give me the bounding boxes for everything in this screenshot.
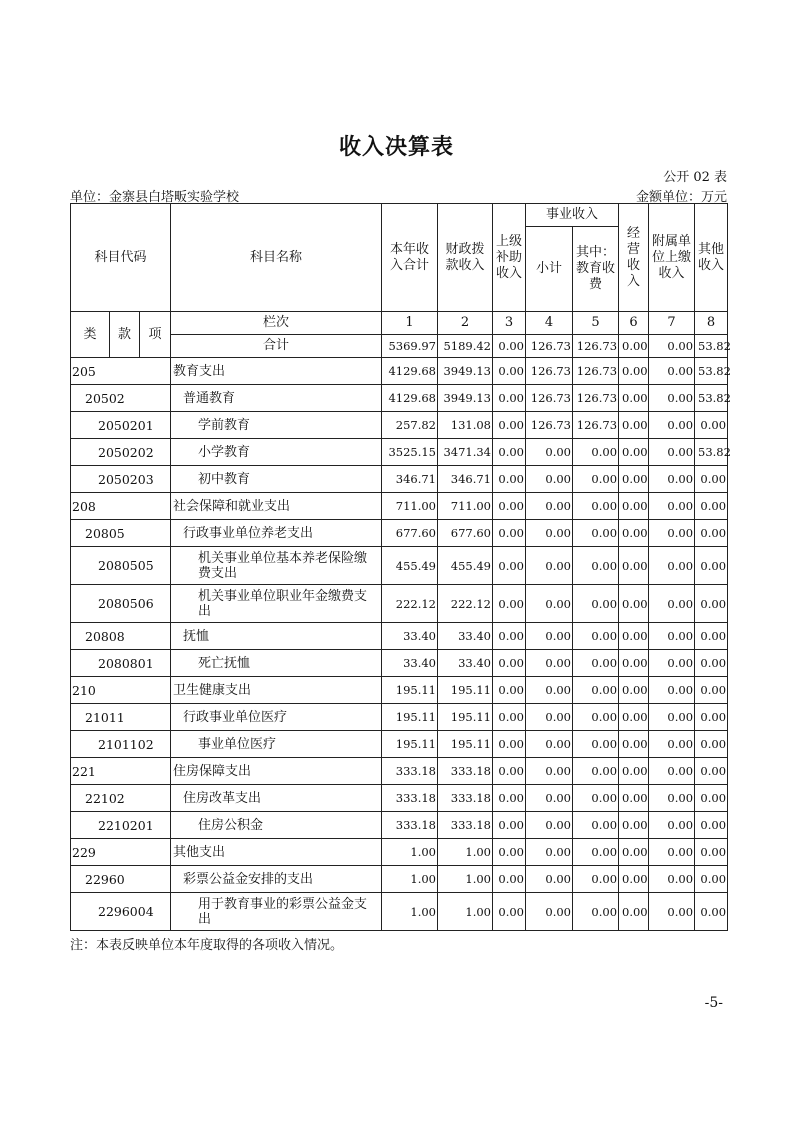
amount-cell: 0.00 (619, 493, 649, 520)
amount-cell: 0.00 (526, 758, 573, 785)
amount-cell: 0.00 (649, 385, 695, 412)
amount-cell: 53.82 (695, 358, 728, 385)
amount-cell: 4129.68 (382, 358, 438, 385)
amount-cell: 0.00 (619, 623, 649, 650)
amount-cell: 0.00 (493, 839, 526, 866)
subject-name-cell: 死亡抚恤 (171, 650, 382, 677)
amount-cell: 3525.15 (382, 439, 438, 466)
amount-cell: 0.00 (619, 731, 649, 758)
superior-subsidy-header: 上级补助收入 (493, 204, 526, 312)
amount-cell: 0.00 (526, 731, 573, 758)
column-number: 1 (382, 312, 438, 335)
page-title: 收入决算表 (338, 134, 454, 160)
other-income-header: 其他收入 (695, 204, 728, 312)
amount-cell: 0.00 (573, 439, 619, 466)
amount-cell: 0.00 (619, 758, 649, 785)
amount-cell: 333.18 (382, 812, 438, 839)
subject-name-cell: 卫生健康支出 (171, 677, 382, 704)
money-unit: 金额单位：万元 (635, 190, 727, 205)
table-row (71, 585, 728, 623)
kuan-header: 款 (110, 312, 140, 358)
education-fee-header: 其中：教育收费 (573, 227, 619, 312)
affiliated-income-header: 附属单位上缴收入 (649, 204, 695, 312)
column-number: 2 (438, 312, 493, 335)
amount-cell: 0.00 (695, 412, 728, 439)
amount-cell: 33.40 (382, 650, 438, 677)
page-number: -5- (704, 995, 723, 1011)
amount-cell: 677.60 (438, 520, 493, 547)
amount-cell: 1.00 (438, 866, 493, 893)
table-row (71, 731, 728, 758)
amount-cell: 0.00 (573, 493, 619, 520)
amount-cell: 0.00 (649, 623, 695, 650)
amount-cell: 0.00 (526, 493, 573, 520)
table-row (71, 520, 728, 547)
amount-cell: 711.00 (382, 493, 438, 520)
subject-code-cell: 20502 (71, 385, 171, 412)
amount-cell: 346.71 (382, 466, 438, 493)
amount-cell: 0.00 (493, 385, 526, 412)
table-row (71, 493, 728, 520)
amount-cell: 455.49 (438, 547, 493, 585)
amount-cell: 711.00 (438, 493, 493, 520)
amount-cell: 0.00 (649, 704, 695, 731)
amount-cell: 0.00 (695, 650, 728, 677)
amount-cell: 0.00 (695, 493, 728, 520)
table-row (71, 358, 728, 385)
amount-cell: 0.00 (493, 520, 526, 547)
amount-cell: 33.40 (438, 623, 493, 650)
total-label: 合计 (171, 335, 382, 358)
amount-cell: 0.00 (619, 466, 649, 493)
amount-cell: 0.00 (493, 650, 526, 677)
column-number: 7 (649, 312, 695, 335)
amount-cell: 0.00 (493, 704, 526, 731)
table-row (71, 650, 728, 677)
table-row (71, 466, 728, 493)
amount-cell: 1.00 (438, 893, 493, 931)
subject-code-cell: 2080801 (71, 650, 171, 677)
amount-cell: 195.11 (382, 731, 438, 758)
total-cell: 0.00 (493, 335, 526, 358)
amount-cell: 0.00 (619, 385, 649, 412)
subject-code-cell: 2296004 (71, 893, 171, 931)
amount-cell: 0.00 (619, 893, 649, 931)
amount-cell: 0.00 (695, 812, 728, 839)
amount-cell: 0.00 (493, 785, 526, 812)
subject-code-cell: 2050202 (71, 439, 171, 466)
table-row (71, 758, 728, 785)
amount-cell: 0.00 (573, 812, 619, 839)
fiscal-income-header: 财政拨款收入 (438, 204, 493, 312)
amount-cell: 1.00 (382, 839, 438, 866)
column-number: 4 (526, 312, 573, 335)
amount-cell: 0.00 (526, 585, 573, 623)
amount-cell: 4129.68 (382, 385, 438, 412)
amount-cell: 0.00 (619, 650, 649, 677)
amount-cell: 0.00 (649, 758, 695, 785)
operating-income-header: 经营收入 (619, 204, 649, 312)
table-body (71, 358, 731, 931)
amount-cell: 0.00 (526, 866, 573, 893)
amount-cell: 333.18 (438, 758, 493, 785)
table-row (71, 677, 728, 704)
amount-cell: 677.60 (382, 520, 438, 547)
subject-name-cell: 其他支出 (171, 839, 382, 866)
amount-cell: 0.00 (493, 466, 526, 493)
amount-cell: 0.00 (493, 893, 526, 931)
amount-cell: 0.00 (649, 493, 695, 520)
subject-code-cell: 2080505 (71, 547, 171, 585)
subject-code-cell: 2101102 (71, 731, 171, 758)
amount-cell: 0.00 (619, 358, 649, 385)
subject-name-cell: 机关事业单位职业年金缴费支出 (171, 585, 382, 623)
amount-cell: 0.00 (526, 547, 573, 585)
amount-cell: 0.00 (619, 839, 649, 866)
table-row (71, 547, 728, 585)
amount-cell: 0.00 (695, 547, 728, 585)
amount-cell: 0.00 (649, 466, 695, 493)
amount-cell: 333.18 (382, 758, 438, 785)
amount-cell: 0.00 (649, 812, 695, 839)
amount-cell: 3949.13 (438, 358, 493, 385)
amount-cell: 0.00 (493, 758, 526, 785)
amount-cell: 0.00 (493, 866, 526, 893)
footnote: 注：本表反映单位本年度取得的各项收入情况。 (70, 938, 344, 953)
subject-name-header: 科目名称 (171, 204, 382, 312)
amount-cell: 126.73 (573, 358, 619, 385)
amount-cell: 0.00 (619, 866, 649, 893)
amount-cell: 0.00 (695, 677, 728, 704)
subject-code-cell: 210 (71, 677, 171, 704)
amount-cell: 0.00 (619, 547, 649, 585)
subject-name-cell: 初中教育 (171, 466, 382, 493)
amount-cell: 0.00 (619, 520, 649, 547)
amount-cell: 0.00 (619, 412, 649, 439)
subject-name-cell: 教育支出 (171, 358, 382, 385)
amount-cell: 0.00 (526, 839, 573, 866)
amount-cell: 0.00 (649, 677, 695, 704)
amount-cell: 0.00 (493, 412, 526, 439)
amount-cell: 0.00 (573, 677, 619, 704)
amount-cell: 1.00 (382, 866, 438, 893)
amount-cell: 333.18 (438, 812, 493, 839)
amount-cell: 0.00 (493, 493, 526, 520)
subject-code-cell: 221 (71, 758, 171, 785)
total-cell: 126.73 (573, 335, 619, 358)
xiang-header: 项 (140, 312, 171, 358)
table-row (71, 412, 728, 439)
total-cell: 0.00 (649, 335, 695, 358)
table-row (71, 866, 728, 893)
amount-cell: 0.00 (619, 785, 649, 812)
amount-cell: 0.00 (526, 439, 573, 466)
subject-name-cell: 住房改革支出 (171, 785, 382, 812)
amount-cell: 0.00 (619, 585, 649, 623)
amount-cell: 0.00 (649, 585, 695, 623)
amount-cell: 0.00 (695, 520, 728, 547)
amount-cell: 0.00 (649, 439, 695, 466)
amount-cell: 33.40 (438, 650, 493, 677)
subject-name-cell: 事业单位医疗 (171, 731, 382, 758)
amount-cell: 0.00 (526, 650, 573, 677)
amount-cell: 0.00 (573, 866, 619, 893)
amount-cell: 126.73 (573, 385, 619, 412)
amount-cell: 0.00 (493, 439, 526, 466)
subject-code-cell: 208 (71, 493, 171, 520)
amount-cell: 1.00 (382, 893, 438, 931)
subject-code-cell: 20805 (71, 520, 171, 547)
subject-name-cell: 抚恤 (171, 623, 382, 650)
subject-code-cell: 22960 (71, 866, 171, 893)
amount-cell: 0.00 (619, 704, 649, 731)
amount-cell: 195.11 (438, 677, 493, 704)
amount-cell: 0.00 (573, 758, 619, 785)
amount-cell: 222.12 (382, 585, 438, 623)
subject-name-cell: 行政事业单位养老支出 (171, 520, 382, 547)
amount-cell: 257.82 (382, 412, 438, 439)
total-cell: 53.82 (695, 335, 728, 358)
amount-cell: 0.00 (619, 677, 649, 704)
amount-cell: 0.00 (695, 466, 728, 493)
subject-code-cell: 2210201 (71, 812, 171, 839)
amount-cell: 0.00 (695, 758, 728, 785)
amount-cell: 0.00 (649, 839, 695, 866)
amount-cell: 0.00 (649, 650, 695, 677)
amount-cell: 0.00 (573, 731, 619, 758)
subject-name-cell: 住房保障支出 (171, 758, 382, 785)
subject-name-cell: 小学教育 (171, 439, 382, 466)
subject-code-cell: 205 (71, 358, 171, 385)
amount-cell: 0.00 (619, 812, 649, 839)
table-row (71, 893, 728, 931)
subject-code-cell: 2050203 (71, 466, 171, 493)
amount-cell: 0.00 (649, 893, 695, 931)
subject-code-cell: 20808 (71, 623, 171, 650)
amount-cell: 0.00 (526, 785, 573, 812)
amount-cell: 0.00 (695, 704, 728, 731)
amount-cell: 0.00 (649, 412, 695, 439)
amount-cell: 0.00 (493, 677, 526, 704)
amount-cell: 333.18 (382, 785, 438, 812)
amount-cell: 0.00 (695, 893, 728, 931)
amount-cell: 1.00 (438, 839, 493, 866)
amount-cell: 0.00 (695, 839, 728, 866)
amount-cell: 3471.34 (438, 439, 493, 466)
subject-name-cell: 行政事业单位医疗 (171, 704, 382, 731)
amount-cell: 0.00 (649, 731, 695, 758)
amount-cell: 0.00 (695, 731, 728, 758)
amount-cell: 333.18 (438, 785, 493, 812)
amount-cell: 131.08 (438, 412, 493, 439)
table-row (71, 704, 728, 731)
amount-cell: 0.00 (573, 704, 619, 731)
subject-name-cell: 用于教育事业的彩票公益金支出 (171, 893, 382, 931)
amount-cell: 53.82 (695, 385, 728, 412)
subject-name-cell: 社会保障和就业支出 (171, 493, 382, 520)
amount-cell: 0.00 (573, 785, 619, 812)
amount-cell: 0.00 (649, 358, 695, 385)
amount-cell: 0.00 (573, 893, 619, 931)
subject-name-cell: 普通教育 (171, 385, 382, 412)
amount-cell: 0.00 (619, 439, 649, 466)
subject-code-cell: 229 (71, 839, 171, 866)
total-income-header: 本年收入合计 (382, 204, 438, 312)
lei-header: 类 (71, 312, 110, 358)
table-header (71, 204, 731, 358)
amount-cell: 0.00 (526, 623, 573, 650)
table-row (71, 785, 728, 812)
amount-cell: 195.11 (382, 704, 438, 731)
table-row (71, 623, 728, 650)
amount-cell: 126.73 (573, 412, 619, 439)
subject-code-cell: 2050201 (71, 412, 171, 439)
amount-cell: 0.00 (493, 812, 526, 839)
amount-cell: 0.00 (526, 704, 573, 731)
amount-cell: 0.00 (573, 839, 619, 866)
table-row (71, 439, 728, 466)
amount-cell: 0.00 (695, 785, 728, 812)
amount-cell: 33.40 (382, 623, 438, 650)
amount-cell: 0.00 (526, 893, 573, 931)
total-cell: 126.73 (526, 335, 573, 358)
amount-cell: 0.00 (573, 520, 619, 547)
subject-code-header: 科目代码 (71, 204, 171, 312)
amount-cell: 0.00 (526, 677, 573, 704)
lanci-label: 栏次 (171, 312, 382, 335)
column-number: 8 (695, 312, 728, 335)
amount-cell: 0.00 (493, 547, 526, 585)
amount-cell: 455.49 (382, 547, 438, 585)
column-number: 3 (493, 312, 526, 335)
subject-code-cell: 21011 (71, 704, 171, 731)
amount-cell: 195.11 (382, 677, 438, 704)
amount-cell: 0.00 (695, 585, 728, 623)
amount-cell: 0.00 (493, 358, 526, 385)
amount-cell: 0.00 (649, 785, 695, 812)
amount-cell: 126.73 (526, 412, 573, 439)
amount-cell: 53.82 (695, 439, 728, 466)
subject-name-cell: 机关事业单位基本养老保险缴费支出 (171, 547, 382, 585)
table-row (71, 812, 728, 839)
form-code: 公开 02 表 (663, 170, 727, 185)
subtotal-header: 小计 (526, 227, 573, 312)
column-number: 5 (573, 312, 619, 335)
amount-cell: 126.73 (526, 358, 573, 385)
amount-cell: 195.11 (438, 731, 493, 758)
subject-name-cell: 住房公积金 (171, 812, 382, 839)
career-income-header: 事业收入 (526, 204, 619, 227)
amount-cell: 0.00 (526, 520, 573, 547)
amount-cell: 222.12 (438, 585, 493, 623)
amount-cell: 0.00 (695, 866, 728, 893)
amount-cell: 0.00 (573, 623, 619, 650)
amount-cell: 0.00 (573, 650, 619, 677)
subject-name-cell: 学前教育 (171, 412, 382, 439)
amount-cell: 3949.13 (438, 385, 493, 412)
subject-code-cell: 22102 (71, 785, 171, 812)
subject-name-cell: 彩票公益金安排的支出 (171, 866, 382, 893)
amount-cell: 126.73 (526, 385, 573, 412)
table-row (71, 385, 728, 412)
amount-cell: 0.00 (573, 547, 619, 585)
amount-cell: 0.00 (526, 466, 573, 493)
amount-cell: 195.11 (438, 704, 493, 731)
amount-cell: 0.00 (493, 585, 526, 623)
unit-label: 单位：金寨县白塔畈实验学校 (70, 190, 240, 205)
subject-code-cell: 2080506 (71, 585, 171, 623)
table-row (71, 839, 728, 866)
amount-cell: 0.00 (573, 585, 619, 623)
amount-cell: 346.71 (438, 466, 493, 493)
amount-cell: 0.00 (526, 812, 573, 839)
column-number: 6 (619, 312, 649, 335)
amount-cell: 0.00 (573, 466, 619, 493)
total-cell: 0.00 (619, 335, 649, 358)
amount-cell: 0.00 (493, 623, 526, 650)
total-cell: 5189.42 (438, 335, 493, 358)
total-cell: 5369.97 (382, 335, 438, 358)
amount-cell: 0.00 (649, 547, 695, 585)
amount-cell: 0.00 (649, 866, 695, 893)
amount-cell: 0.00 (695, 623, 728, 650)
amount-cell: 0.00 (493, 731, 526, 758)
income-table (70, 203, 731, 931)
amount-cell: 0.00 (649, 520, 695, 547)
